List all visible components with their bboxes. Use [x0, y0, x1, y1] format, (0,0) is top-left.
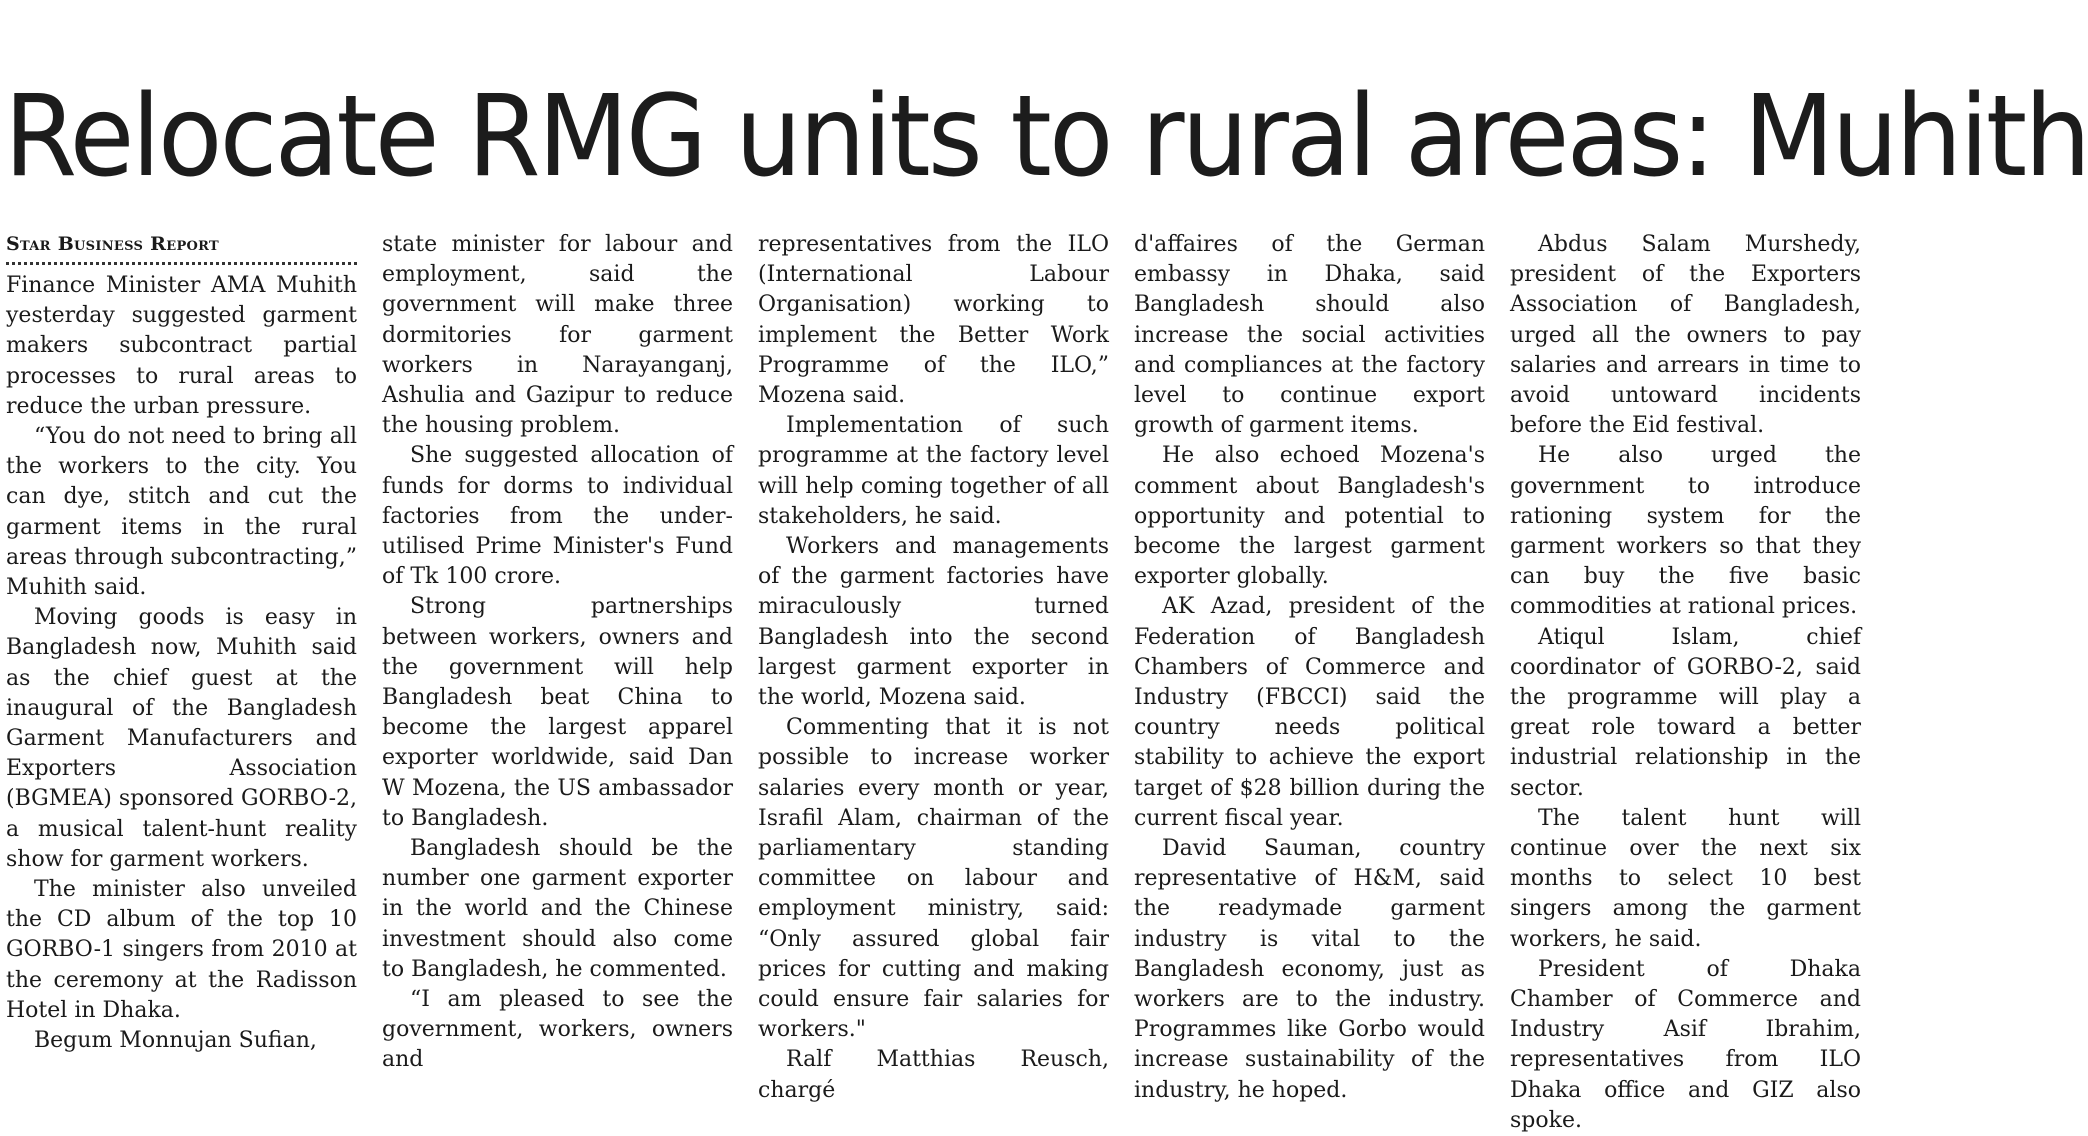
column-5: [1510, 230, 1861, 1133]
paragraph: Strong partnerships between workers, owners and the government will help Bangladesh beat China to become the largest apparel exporter worldwide, said Dan W Mozena, the US ambassador to Bangladesh.: [382, 594, 733, 831]
paragraph: The minister also unveiled the CD album of the top 10 GORBO-1 singers from 2010 at the ceremony at the Radisson Hotel in Dhaka.: [6, 877, 357, 1023]
paragraph: Abdus Salam Murshedy, president of the Exporters Association of Bangladesh, urged all the owners to pay salaries and arrears in time to avoid untoward incidents before the Eid festival.: [1510, 232, 1861, 439]
paragraph: state minister for labour and employment, said the government will make three dormitories for garment workers in Narayanganj, Ashulia and Gazipur to reduce the housing problem.: [382, 232, 733, 439]
byline-divider: [6, 262, 357, 265]
column-3: [758, 230, 1109, 1103]
paragraph: “I am pleased to see the government, workers, owners and: [382, 987, 733, 1073]
article-body: [6, 230, 1861, 1133]
paragraph: Implementation of such programme at the factory level will help coming together of all stakeholders, he said.: [758, 413, 1109, 529]
byline: Star Business Report: [6, 233, 219, 255]
paragraph: Moving goods is easy in Bangladesh now, Muhith said as the chief guest at the inaugural of the Bangladesh Garment Manufacturers and Exporters Association (BGMEA) sponsored GORBO-2, a musical talent-hunt reality show for garment workers.: [6, 605, 357, 872]
paragraph: David Sauman, country representative of H&M, said the readymade garment industry is vital to the Bangladesh economy, just as workers are to the industry. Programmes like Gorbo would increase sustainability of the industry, he hoped.: [1134, 836, 1485, 1103]
paragraph: d'affaires of the German embassy in Dhaka, said Bangladesh should also increase the social activities and compliances at the factory level to continue export growth of garment items.: [1134, 232, 1485, 439]
paragraph: Ralf Matthias Reusch, chargé: [758, 1047, 1109, 1103]
paragraph: Atiqul Islam, chief coordinator of GORBO-2, said the programme will play a great role toward a better industrial relationship in the sector.: [1510, 624, 1861, 801]
paragraph: Finance Minister AMA Muhith yesterday suggested garment makers subcontract partial processes to rural areas to reduce the urban pressure.: [6, 273, 357, 419]
column-1: [6, 230, 357, 1054]
paragraph: “You do not need to bring all the workers to the city. You can dye, stitch and cut the garment items in the rural areas through subcontracting,” Muhith said.: [6, 424, 357, 601]
paragraph: representatives from the ILO (International Labour Organisation) working to implement the Better Work Programme of the ILO,” Mozena said.: [758, 232, 1109, 409]
paragraph: Workers and managements of the garment factories have miraculously turned Bangladesh into the second largest garment exporter in the world, Mozena said.: [758, 534, 1109, 711]
paragraph: She suggested allocation of funds for dorms to individual factories from the under-utilised Prime Minister's Fund of Tk 100 crore.: [382, 443, 733, 590]
column-4: [1134, 230, 1485, 1103]
paragraph: He also urged the government to introduce rationing system for the garment workers so that they can buy the five basic commodities at rational prices.: [1510, 443, 1861, 620]
headline: Relocate RMG units to rural areas: Muhith: [4, 72, 2088, 202]
paragraph: Bangladesh should be the number one garment exporter in the world and the Chinese investment should also come to Bangladesh, he commented.: [382, 836, 733, 982]
column-2: [382, 230, 733, 1073]
paragraph: The talent hunt will continue over the next six months to select 10 best singers among the garment workers, he said.: [1510, 805, 1861, 952]
paragraph: Begum Monnujan Sufian,: [34, 1028, 317, 1054]
paragraph: He also echoed Mozena's comment about Bangladesh's opportunity and potential to become the largest garment exporter globally.: [1134, 443, 1485, 590]
paragraph: Commenting that it is not possible to increase worker salaries every month or year, Israfil Alam, chairman of the parliamentary standing committee on labour and employment ministry, said: “Only assured global fair prices for cutting and making could ensure fair salaries for workers.": [758, 715, 1109, 1043]
paragraph: AK Azad, president of the Federation of Bangladesh Chambers of Commerce and Industry (FBCCI) said the country needs political stability to achieve the export target of $28 billion during the current fiscal year.: [1134, 594, 1485, 831]
paragraph: President of Dhaka Chamber of Commerce and Industry Asif Ibrahim, representatives from ILO Dhaka office and GIZ also spoke.: [1510, 956, 1861, 1133]
